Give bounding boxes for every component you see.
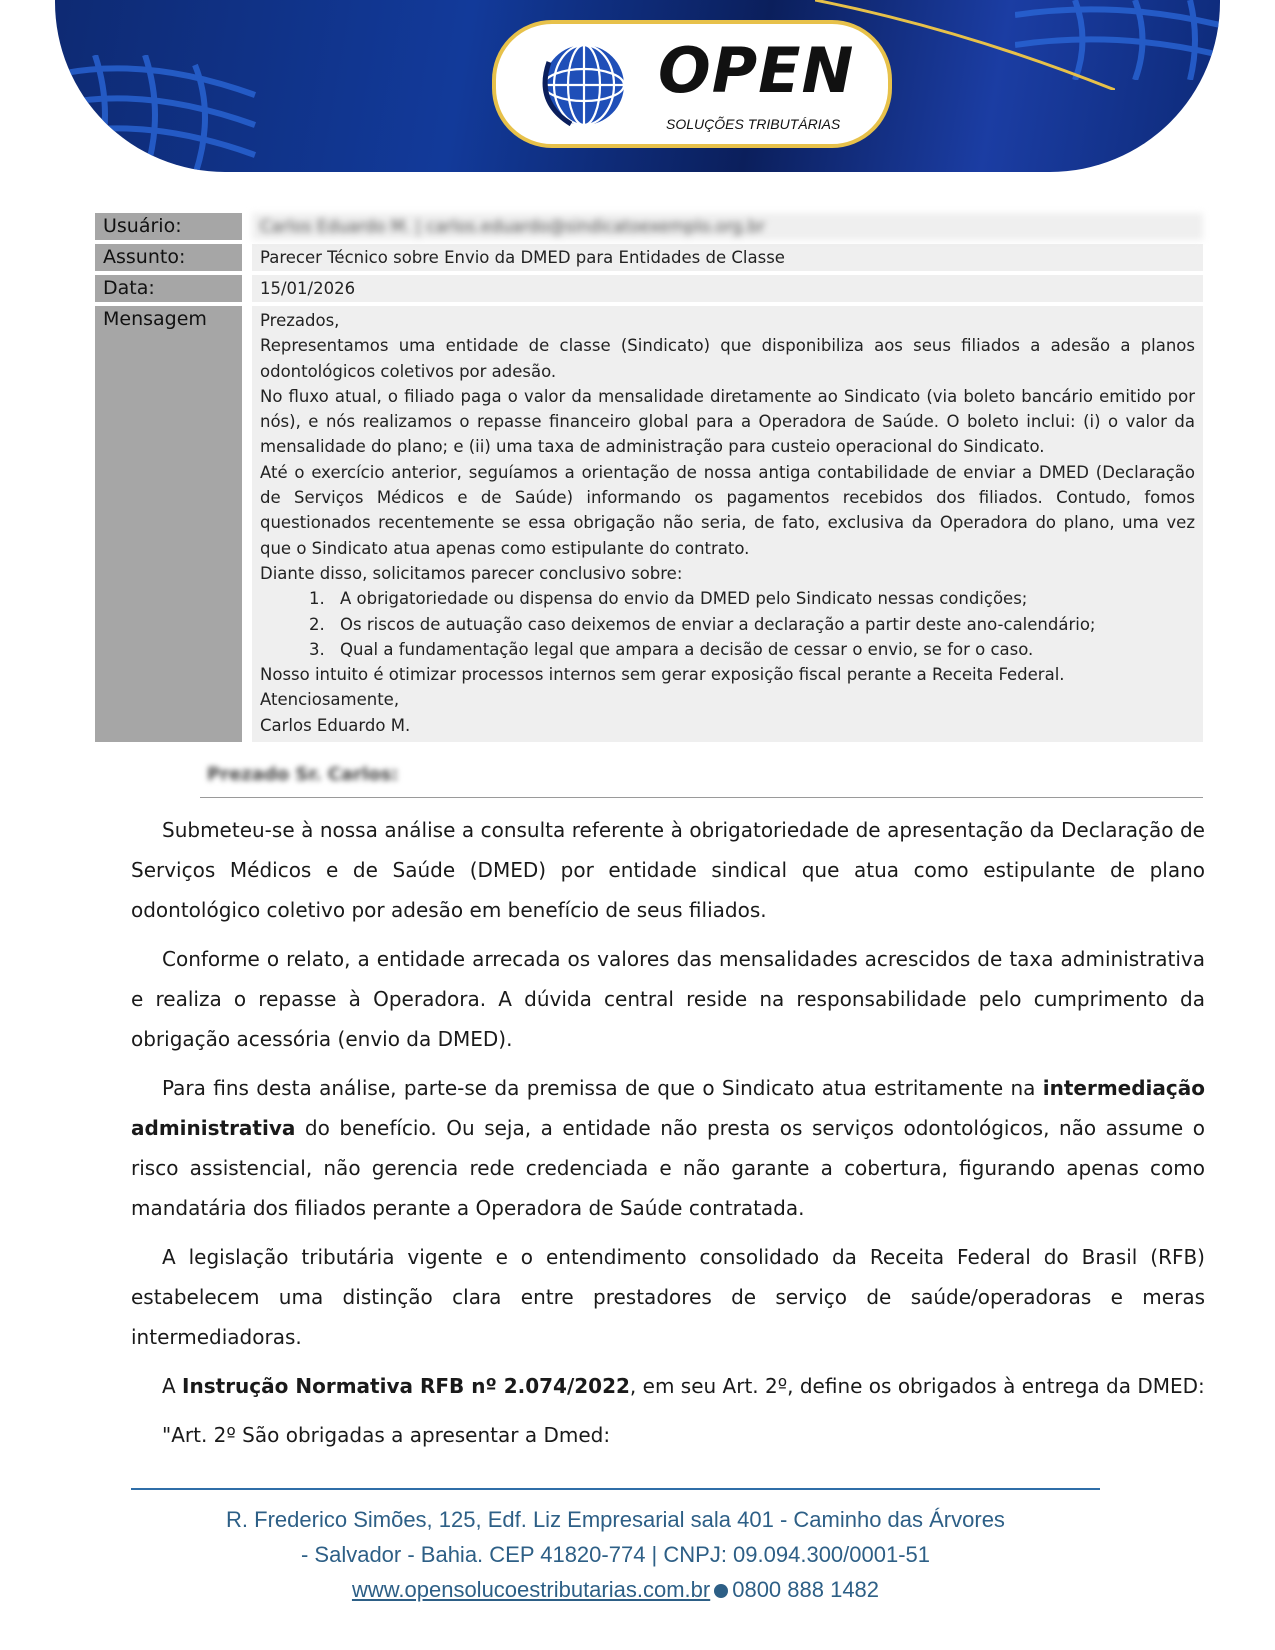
assunto-row <box>95 244 1203 271</box>
usuario-row <box>95 213 1203 240</box>
text-span: do benefício. Ou seja, a entidade não presta os serviços odontológicos, não assume o risco assistencial, não gerencia rede credenciada e não garante a cobertura, figurando apenas como mandatária dos filiados perante a Operadora de Saúde contratada. <box>131 1116 1205 1220</box>
greeting: Prezado Sr. Carlos: <box>207 764 399 785</box>
mensagem-paragraph: Atenciosamente, <box>260 690 400 710</box>
logo-word: OPEN <box>658 34 855 107</box>
mensagem-signature: Carlos Eduardo M. <box>260 715 411 735</box>
body-paragraph: Submeteu-se à nossa análise a consulta referente à obrigatoriedade de apresentação da Declaração de Serviços Médicos e de Saúde (DMED) por entidade sindical que atua como estipulante de plano odontológico coletivo por adesão em benefício de seus filiados. <box>131 818 1205 922</box>
divider <box>200 797 1203 798</box>
document-body <box>131 810 1205 1464</box>
mensagem-paragraph: Até o exercício anterior, seguíamos a orientação de nossa antiga contabilidade de enviar a DMED (Declaração de Serviços Médicos e de Saúde) informando os pagamentos recebidos dos filiados. Contudo, fomos questionados recentemente se essa obrigação não seria, de fato, exclusiva da Operadora do plano, uma vez que o Sindicato atua apenas como estipulante do contrato. <box>260 462 1195 558</box>
bold-text: Instrução Normativa RFB nº 2.074/2022 <box>182 1374 630 1398</box>
body-paragraph: A legislação tributária vigente e o entendimento consolidado da Receita Federal do Brasil (RFB) estabelecem uma distinção clara entre prestadores de serviço de saúde/operadoras e meras intermediadoras. <box>131 1245 1205 1349</box>
data-row <box>95 275 1203 302</box>
bullet-icon <box>714 1584 728 1598</box>
mensagem-paragraph: No fluxo atual, o filiado paga o valor da mensalidade diretamente ao Sindicato (via boleto bancário emitido por nós), e nós realizamos o repasse financeiro global para a Operadora de Saúde. O boleto inclui: (i) o valor da mensalidade do plano; e (ii) uma taxa de administração para custeio operacional do Sindicato. <box>260 386 1195 457</box>
body-paragraph: Conforme o relato, a entidade arrecada os valores das mensalidades acrescidos de taxa administrativa e realiza o repasse à Operadora. A dúvida central reside na responsabilidade pelo cumprimento da obrigação acessória (envio da DMED). <box>131 947 1205 1051</box>
phone-number: 0800 888 1482 <box>732 1577 880 1602</box>
body-paragraph <box>131 1068 1205 1228</box>
website-link[interactable]: www.opensolucoestributarias.com.br <box>351 1577 711 1602</box>
bold-text: intermediação administrativa <box>131 1076 1205 1140</box>
footer <box>131 1502 1100 1607</box>
globe-grid-decoration-left <box>55 55 285 172</box>
header-banner <box>55 0 1220 172</box>
data-value: 15/01/2026 <box>252 275 1203 302</box>
usuario-label: Usuário: <box>95 213 242 240</box>
usuario-value: Carlos Eduardo M. | carlos.eduardo@sindicatoexemplo.org.br <box>252 213 1203 240</box>
company-logo <box>492 20 892 148</box>
mensagem-content <box>252 306 1203 742</box>
body-paragraph <box>131 1366 1205 1406</box>
footer-address-line1: R. Frederico Simões, 125, Edf. Liz Empresarial sala 401 - Caminho das Árvores <box>226 1507 1005 1532</box>
list-item: 1. A obrigatoriedade ou dispensa do envio da DMED pelo Sindicato nessas condições; <box>330 586 1195 611</box>
footer-divider <box>131 1488 1100 1490</box>
text-span: , em seu Art. 2º, define os obrigados à entrega da DMED: <box>629 1374 1205 1398</box>
footer-address-line2: - Salvador - Bahia. CEP 41820-774 | CNPJ: 09.094.300/0001-51 <box>300 1542 931 1567</box>
mensagem-paragraph: Diante disso, solicitamos parecer conclusivo sobre: <box>260 563 683 583</box>
footer-contact <box>131 1572 1100 1607</box>
mensagem-paragraph: Prezados, <box>260 311 340 330</box>
mensagem-row <box>95 306 1203 742</box>
list-item: 3. Qual a fundamentação legal que ampara a decisão de cessar o envio, se for o caso. <box>330 637 1195 662</box>
info-table <box>95 213 1203 746</box>
text-span: Para fins desta análise, parte-se da premissa de que o Sindicato atua estritamente na <box>162 1076 1043 1100</box>
assunto-label: Assunto: <box>95 244 242 271</box>
logo-subtitle: SOLUÇÕES TRIBUTÁRIAS <box>666 116 841 132</box>
assunto-value: Parecer Técnico sobre Envio da DMED para Entidades de Classe <box>252 244 1203 271</box>
globe-icon <box>541 42 627 128</box>
mensagem-paragraph: Nosso intuito é otimizar processos internos sem gerar exposição fiscal perante a Receita Federal. <box>260 665 1065 685</box>
list-item: 2. Os riscos de autuação caso deixemos de enviar a declaração a partir deste ano-calendário; <box>330 612 1195 637</box>
mensagem-paragraph: Representamos uma entidade de classe (Sindicato) que disponibiliza aos seus filiados a adesão a planos odontológicos coletivos por adesão. <box>260 336 1195 381</box>
text-span: A <box>162 1374 183 1398</box>
data-label: Data: <box>95 275 242 302</box>
body-paragraph: "Art. 2º São obrigadas a apresentar a Dmed: <box>162 1423 611 1447</box>
mensagem-list <box>260 586 1195 662</box>
mensagem-label: Mensagem <box>95 306 242 742</box>
